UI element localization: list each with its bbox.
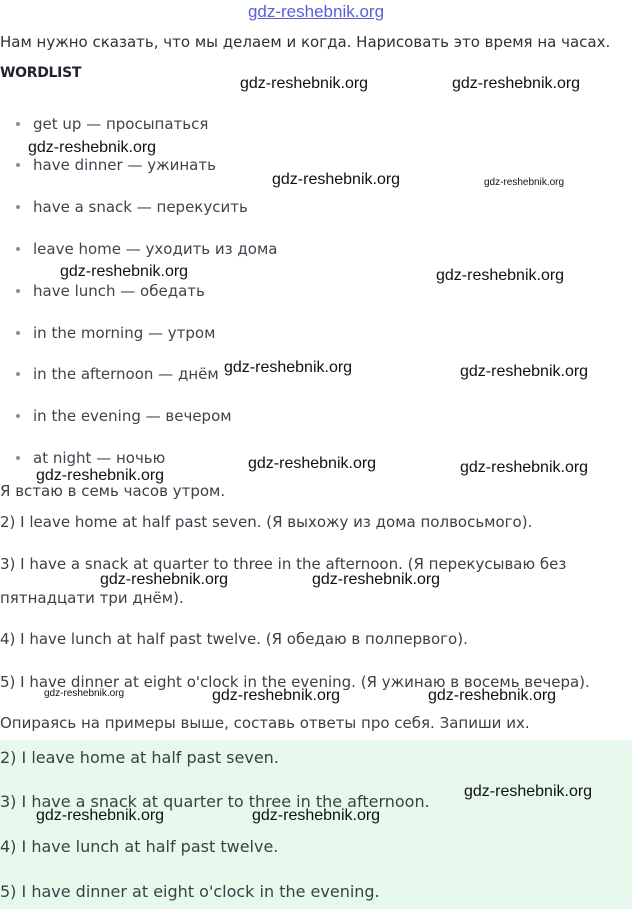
watermark: gdz-reshebnik.org (36, 807, 165, 824)
task-text: Опираясь на примеры выше, составь ответы про себя. Запиши их. (0, 714, 530, 732)
bullet-icon (16, 331, 20, 335)
wordlist-heading: WORDLIST (0, 65, 82, 81)
watermark: gdz-reshebnik.org (240, 75, 369, 92)
bullet-icon (16, 414, 20, 418)
watermark: gdz-reshebnik.org (460, 363, 589, 380)
example-line: Я встаю в семь часов утром. (0, 482, 226, 500)
answer-line: 2) I leave home at half past seven. (0, 748, 279, 767)
wordlist-item: have dinner — ужинать (16, 156, 216, 174)
watermark: gdz-reshebnik.org (252, 807, 381, 824)
watermark: gdz-reshebnik.org (60, 263, 189, 280)
watermark: gdz-reshebnik.org (248, 455, 377, 472)
answer-line: 3) I have a snack at quarter to three in the afternoon. (0, 792, 430, 811)
watermark: gdz-reshebnik.org (272, 171, 401, 188)
watermark: gdz-reshebnik.org (460, 459, 589, 476)
wordlist-item: have a snack — перекусить (16, 198, 248, 216)
watermark: gdz-reshebnik.org (36, 467, 165, 484)
watermark: gdz-reshebnik.org (464, 783, 593, 800)
watermark: gdz-reshebnik.org (428, 687, 557, 704)
wordlist-item: leave home — уходить из дома (16, 240, 277, 258)
example-line: 5) I have dinner at eight o'clock in the evening. (Я ужинаю в восемь вечера). (0, 673, 590, 691)
watermark: gdz-reshebnik.org (44, 688, 125, 699)
example-line: 2) I leave home at half past seven. (Я выхожу из дома полвосьмого). (0, 513, 533, 531)
watermark: gdz-reshebnik.org (100, 571, 229, 588)
wordlist-item: in the evening — вечером (16, 407, 232, 425)
watermark: gdz-reshebnik.org (452, 75, 581, 92)
example-line: 3) I have a snack at quarter to three in the afternoon. (Я перекусываю без (0, 555, 567, 573)
watermark: gdz-reshebnik.org (484, 177, 565, 188)
wordlist-item: in the morning — утром (16, 324, 215, 342)
bullet-icon (16, 289, 20, 293)
bullet-icon (16, 247, 20, 251)
wordlist-item: at night — ночью (16, 449, 165, 467)
answer-line: 5) I have dinner at eight o'clock in the evening. (0, 882, 380, 901)
bullet-icon (16, 372, 20, 376)
bullet-icon (16, 122, 20, 126)
example-line: 4) I have lunch at half past twelve. (Я обедаю в полпервого). (0, 630, 468, 648)
watermark: gdz-reshebnik.org (312, 571, 441, 588)
example-line: пятнадцати три днём). (0, 589, 184, 607)
site-header-link[interactable]: gdz-reshebnik.org (247, 2, 385, 21)
watermark: gdz-reshebnik.org (436, 267, 565, 284)
watermark: gdz-reshebnik.org (212, 687, 341, 704)
bullet-icon (16, 163, 20, 167)
wordlist-item: in the afternoon — днём (16, 365, 219, 383)
watermark: gdz-reshebnik.org (224, 359, 353, 376)
intro-text: Нам нужно сказать, что мы делаем и когда. Нарисовать это время на часах. (0, 33, 611, 51)
bullet-icon (16, 456, 20, 460)
wordlist-item: have lunch — обедать (16, 282, 205, 300)
watermark: gdz-reshebnik.org (28, 139, 157, 156)
wordlist-item: get up — просыпаться (16, 115, 208, 133)
bullet-icon (16, 205, 20, 209)
answer-line: 4) I have lunch at half past twelve. (0, 837, 279, 856)
